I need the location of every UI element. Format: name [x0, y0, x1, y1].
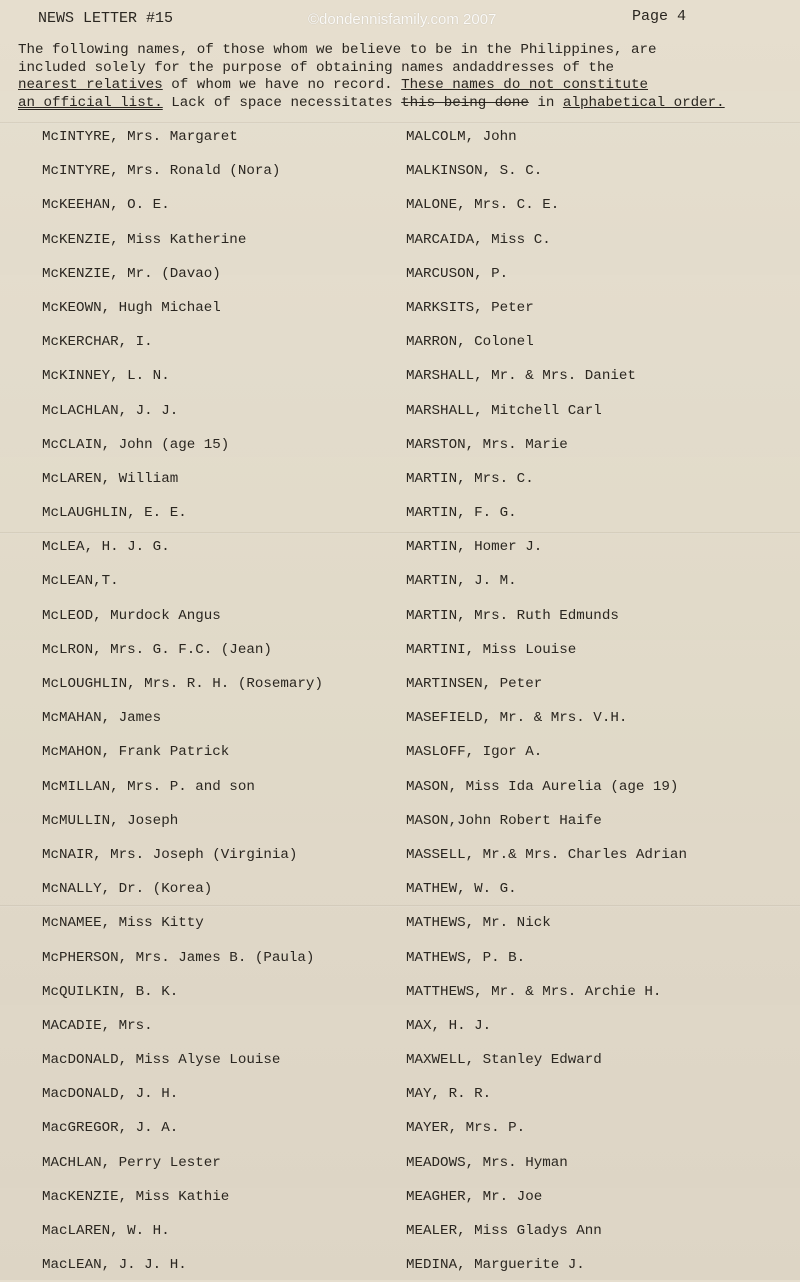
intro-line	[18, 95, 794, 113]
name-entry: MASON,John Robert Haife	[406, 812, 602, 829]
name-entry: McMAHAN, James	[42, 710, 162, 727]
page-header	[38, 8, 778, 32]
name-entry: MacGREGOR, J. A.	[42, 1120, 179, 1137]
name-entry: MEADOWS, Mrs. Hyman	[406, 1154, 568, 1171]
underlined-phrase: alphabetical order.	[562, 94, 725, 111]
name-entry: MARTIN, Mrs. Ruth Edmunds	[406, 607, 619, 624]
name-entry: McLRON, Mrs. G. F.C. (Jean)	[42, 641, 272, 658]
name-entry: MARSHALL, Mitchell Carl	[406, 402, 602, 419]
name-entry: MATTHEWS, Mr. & Mrs. Archie H.	[406, 983, 662, 1000]
name-entry: MARKSITS, Peter	[406, 299, 534, 316]
name-entry: MEAGHER, Mr. Joe	[406, 1188, 543, 1205]
struck-phrase: this being done	[401, 94, 529, 111]
name-entry: McINTYRE, Mrs. Ronald (Nora)	[42, 163, 281, 180]
name-entry: MASEFIELD, Mr. & Mrs. V.H.	[406, 710, 628, 727]
name-entry: MARRON, Colonel	[406, 334, 534, 351]
name-entry: MATHEWS, P. B.	[406, 949, 526, 966]
name-entry: MALKINSON, S. C.	[406, 163, 543, 180]
name-entry: MARCUSON, P.	[406, 265, 509, 282]
right-name-list	[406, 120, 687, 1282]
name-entry: MAX, H. J.	[406, 1017, 492, 1034]
name-entry: McKENZIE, Mr. (Davao)	[42, 265, 221, 282]
name-entry: McPHERSON, Mrs. James B. (Paula)	[42, 949, 315, 966]
left-name-list	[42, 120, 323, 1282]
name-entry: McKINNEY, L. N.	[42, 368, 170, 385]
name-entry: McLAREN, William	[42, 470, 179, 487]
name-entry: MacKENZIE, Miss Kathie	[42, 1188, 230, 1205]
name-entry: MARTIN, J. M.	[406, 573, 517, 590]
name-entry: MATHEW, W. G.	[406, 881, 517, 898]
name-entry: McKERCHAR, I.	[42, 334, 153, 351]
name-entry: McQUILKIN, B. K.	[42, 983, 179, 1000]
name-entry: MARTINI, Miss Louise	[406, 641, 577, 658]
name-entry: McLEA, H. J. G.	[42, 539, 170, 556]
name-entry: MARSHALL, Mr. & Mrs. Daniet	[406, 368, 636, 385]
copyright-watermark: ©dondennisfamily.com 2007	[308, 11, 497, 28]
intro-line: included solely for the purpose of obtaining names andaddresses of the	[18, 59, 614, 76]
intro-line	[18, 77, 794, 95]
name-entry: MEDINA, Marguerite J.	[406, 1257, 585, 1274]
intro-line: The following names, of those whom we believe to be in the Philippines, are	[18, 42, 657, 58]
name-entry: McKEEHAN, O. E.	[42, 197, 170, 214]
name-entry: McLAUGHLIN, E. E.	[42, 505, 187, 522]
underlined-phrase: nearest relatives	[18, 77, 163, 93]
name-entry: McNAMEE, Miss Kitty	[42, 915, 204, 932]
name-entry: MacLEAN, J. J. H.	[42, 1257, 187, 1274]
newsletter-title: NEWS LETTER #15	[38, 10, 174, 27]
name-entry: MALCOLM, John	[406, 129, 517, 145]
name-entry: McLOUGHLIN, Mrs. R. H. (Rosemary)	[42, 676, 323, 692]
name-entry: MEALER, Miss Gladys Ann	[406, 1223, 602, 1239]
intro-text: in	[528, 94, 563, 111]
name-entry: McNALLY, Dr. (Korea)	[42, 881, 213, 898]
name-entry: MARTINSEN, Peter	[406, 676, 543, 692]
name-entry: McMILLAN, Mrs. P. and son	[42, 778, 255, 795]
name-entry: MACHLAN, Perry Lester	[42, 1154, 221, 1171]
name-entry: MacLAREN, W. H.	[42, 1223, 170, 1239]
name-entry: McCLAIN, John (age 15)	[42, 436, 230, 453]
name-entry: McNAIR, Mrs. Joseph (Virginia)	[42, 846, 298, 863]
name-entry: McMAHON, Frank Patrick	[42, 744, 230, 761]
page-number: Page 4	[632, 8, 687, 25]
name-entry: MAY, R. R.	[406, 1086, 492, 1103]
name-entry: MacDONALD, Miss Alyse Louise	[42, 1052, 281, 1069]
name-entry: MATHEWS, Mr. Nick	[406, 915, 551, 932]
name-entry: MARTIN, Mrs. C.	[406, 470, 534, 487]
name-entry: McLEAN,T.	[42, 573, 119, 590]
name-entry: MASSELL, Mr.& Mrs. Charles Adrian	[406, 846, 687, 863]
name-entry: MARTIN, F. G.	[406, 505, 517, 522]
name-entry: McKEOWN, Hugh Michael	[42, 299, 221, 316]
name-entry: MALONE, Mrs. C. E.	[406, 197, 560, 214]
name-entry: MARSTON, Mrs. Marie	[406, 436, 568, 453]
name-entry: MAYER, Mrs. P.	[406, 1120, 526, 1137]
name-entry: MARCAIDA, Miss C.	[406, 231, 551, 248]
intro-text: Lack of space necessitates	[162, 94, 402, 111]
name-entry: McLEOD, Murdock Angus	[42, 607, 221, 624]
name-entry: MARTIN, Homer J.	[406, 539, 543, 556]
underlined-phrase: an official list.	[18, 94, 163, 111]
name-entry: McINTYRE, Mrs. Margaret	[42, 129, 238, 145]
intro-paragraph	[18, 42, 794, 112]
name-entry: MASLOFF, Igor A.	[406, 744, 543, 761]
name-entry: MASON, Miss Ida Aurelia (age 19)	[406, 778, 679, 795]
name-entry: MAXWELL, Stanley Edward	[406, 1052, 602, 1069]
name-entry: McMULLIN, Joseph	[42, 812, 179, 829]
name-entry: MacDONALD, J. H.	[42, 1086, 179, 1103]
name-entry: MACADIE, Mrs.	[42, 1017, 153, 1034]
underlined-phrase: These names do not constitute	[401, 77, 649, 93]
name-entry: McLACHLAN, J. J.	[42, 402, 179, 419]
name-entry: McKENZIE, Miss Katherine	[42, 231, 247, 248]
intro-text: of whom we have no record.	[162, 77, 402, 93]
